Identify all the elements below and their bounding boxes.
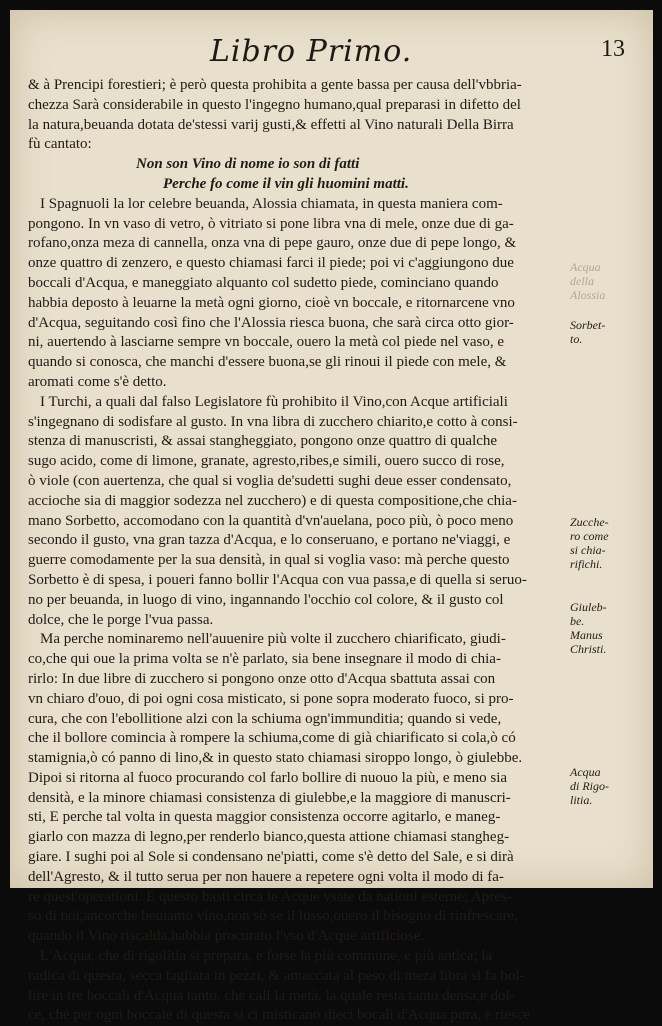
margin-note-sorbetto: [570, 318, 650, 346]
text-line: & à Prencipi forestieri; è però questa prohibita a gente bassa per causa dell'vbbria-: [28, 77, 522, 93]
text-line: no per beuanda, in luogo di vino, ingannando l'occhio col colore, & il gusto col: [28, 591, 504, 608]
note-line: della: [570, 274, 594, 288]
text-line: s'ingegnano di sodisfare al gusto. In vna libra di zucchero chiarito,e cotto à consi-: [28, 413, 518, 430]
note-line: Sorbet-: [570, 318, 606, 332]
text-line: Sorbetto è di spesa, i poueri fanno bollir l'Acqua con vua passa,e di quella si seruo-: [28, 571, 527, 588]
note-line: Acqua: [570, 765, 601, 779]
text-line: quando si conosca, che manchi d'essere buona,se gli rinoui il piede con mele, &: [28, 354, 507, 371]
text-line: lire in tre boccali d'Acqua tanto, che cali la metà, la quale resta tanto densa,e dol-: [28, 987, 515, 1004]
text-line: so di noi,ancorche beuiamo vino,non sò se il lusso,ouero il bisogno di rinfrescare,: [28, 908, 518, 925]
text-line: Dipoi si ritorna al fuoco procurando col farlo bollire di nuouo la più, e meno sia: [28, 769, 508, 786]
margin-note-acqua-bleed: [570, 260, 650, 302]
verse-line: Perche fo come il vin gli huomini matti.: [163, 175, 409, 192]
text-line: I Turchi, a quali dal falso Legislatore fù prohibito il Vino,con Acque artificiali: [40, 393, 508, 410]
page-header: [10, 30, 653, 74]
note-line: Manus: [570, 628, 603, 642]
text-line: aromati come s'è detto.: [28, 373, 167, 390]
text-line: chezza Sarà considerabile in questo l'ingegno humano,qual preparasi in difetto del: [28, 96, 521, 113]
text-line: Ma perche nominaremo nell'auuenire più volte il zucchero chiarificato, giudi-: [40, 631, 506, 648]
margin-notes: [570, 10, 650, 888]
text-line: rirlo: In due libre di zucchero si pongono onze otto d'Acqua sbattuta assai con: [28, 670, 496, 687]
note-line: di Rigo-: [570, 779, 609, 793]
text-line: re quest'operationi. E questo basti circa le Acque vsate da nationi esterne; Apres-: [28, 888, 512, 905]
text-line: giare. I sughi poi al Sole si condensano ne'piatti, come s'è detto del Sale, e si dirà: [28, 849, 514, 866]
text-line: accioche sia di maggior sodezza nel zucchero) e di questa compositione,che chia-: [28, 492, 517, 509]
note-line: rifichi.: [570, 557, 603, 571]
note-line: ro come: [570, 529, 609, 543]
text-line: L'Acqua, che di rigolitia si prepara, e forse la più commune, e più antica; la: [40, 948, 493, 965]
note-line: litia.: [570, 793, 593, 807]
text-line: co,che qui oue la prima volta se n'è parlato, sia bene insegnare il modo di chia-: [28, 651, 501, 668]
text-line: stenza di manuscristi, & assai stangheggiato, pongono onze quattro di qualche: [28, 433, 498, 450]
note-line: Acqua: [570, 260, 601, 274]
text-line: cura, che con l'ebollitione alzi con la schiuma ogn'immunditia; quando si vede,: [28, 710, 502, 727]
text-line: sti, E perche tal volta in questa maggior consistenza occorre agitarlo, e maneg-: [28, 809, 501, 826]
text-line: onze quattro di zenzero, e questo chiamasi farci il piede; poi vi c'aggiungono due: [28, 255, 514, 272]
text-line: mano Sorbetto, accomodano con la quantità d'vn'auelana, poco più, ò poco meno: [28, 512, 514, 529]
book-page: [10, 10, 653, 1024]
text-line: fù cantato:: [28, 136, 92, 153]
text-line: boccali d'Acqua, e maneggiato alquanto col sudetto piede, cominciano quando: [28, 274, 499, 291]
text-line: la natura,beuanda dotata de'stessi varij gusti,& effetti al Vino naturali Della Birra: [28, 116, 514, 133]
margin-note-giulebbe: [570, 600, 650, 656]
margin-note-zucchero: [570, 515, 650, 571]
text-line: quando il Vino riscalda,habbia procurato l'vso d'Acque artificiose.: [28, 928, 425, 945]
text-line: stamignia,ò có panno di lino,& in questo stato chiamasi siroppo longo, ò giulebbe.: [28, 750, 523, 767]
text-line: I Spagnuoli la lor celebre beuanda, Alossia chiamata, in questa maniera com-: [40, 195, 503, 212]
text-line: vn chiaro d'ouo, di poi ogni cosa misticato, si pone sopra moderato fuoco, si pro-: [28, 690, 514, 707]
margin-note-rigolitia: [570, 765, 650, 807]
text-line: rofano,onza meza di cannella, onza vna di pepe gauro, onze due di pepe longo, &: [28, 235, 517, 252]
text-line: ni, auertendo à lasciarne sempre vn boccale, ouero la metà col piede nel vaso, e: [28, 334, 505, 351]
note-line: be.: [570, 614, 585, 628]
page-number: 13: [601, 36, 625, 62]
text-line: pongono. In vn vaso di vetro, ò vitriato si pone libra vna di mele, onze due di ga-: [28, 215, 514, 232]
text-line: ce, che per ogni boccale di questa si ci misticano dieci bocali d'Acqua pura, e riesce: [28, 1007, 531, 1024]
text-line: sugo acido, come di limone, granate, agresto,ribes,e simili, ouero succo di rose,: [28, 453, 505, 470]
text-line: habbia deposto à leuarne la metà ogni giorno, cioè vn boccale, e ritornarcene vno: [28, 294, 515, 311]
text-line: dolce, che le porge l'vua passa.: [28, 611, 214, 628]
text-line: densità, e la minore chiamasi consistenza di giulebbe,e la maggiore di manuscri-: [28, 789, 511, 806]
running-title: Libro Primo.: [210, 34, 413, 69]
verse-line: Non son Vino di nome io son di fatti: [136, 156, 360, 173]
text-line: dell'Agresto, & il tutto serua per non hauere a repetere ogni volta il modo di fa-: [28, 868, 504, 885]
text-line: che il bollore comincia à rompere la schiuma,come di già chiarificato si cola,ò có: [28, 730, 516, 747]
note-line: si chia-: [570, 543, 606, 557]
text-line: giarlo con mazza di legno,per renderlo bianco,questa attione chiamasi stangheg-: [28, 829, 510, 846]
text-line: ò viole (con auertenza, che qual si voglia de'sudetti sughi deue esser condensato,: [28, 472, 512, 489]
text-line: radica di questa, secca tagliata in pezzi, & amaccata al peso di meza libra si fa bol-: [28, 967, 525, 984]
text-line: d'Acqua, seguitando così fino che l'Alossia riesca buona, che sarà circa otto gior-: [28, 314, 514, 331]
note-line: Christi.: [570, 642, 607, 656]
note-line: to.: [570, 332, 583, 346]
note-line: Zucche-: [570, 515, 609, 529]
note-line: Giuleb-: [570, 600, 607, 614]
note-line: Alossia: [570, 288, 606, 302]
text-line: secondo il gusto, vna gran tazza d'Acqua, e lo conseruano, e portano ne'viaggi, e: [28, 532, 511, 549]
text-line: guerre comodamente per la sua densità, in qual si voglia vaso: mà perche questo: [28, 552, 510, 569]
body-text: [28, 76, 580, 1026]
